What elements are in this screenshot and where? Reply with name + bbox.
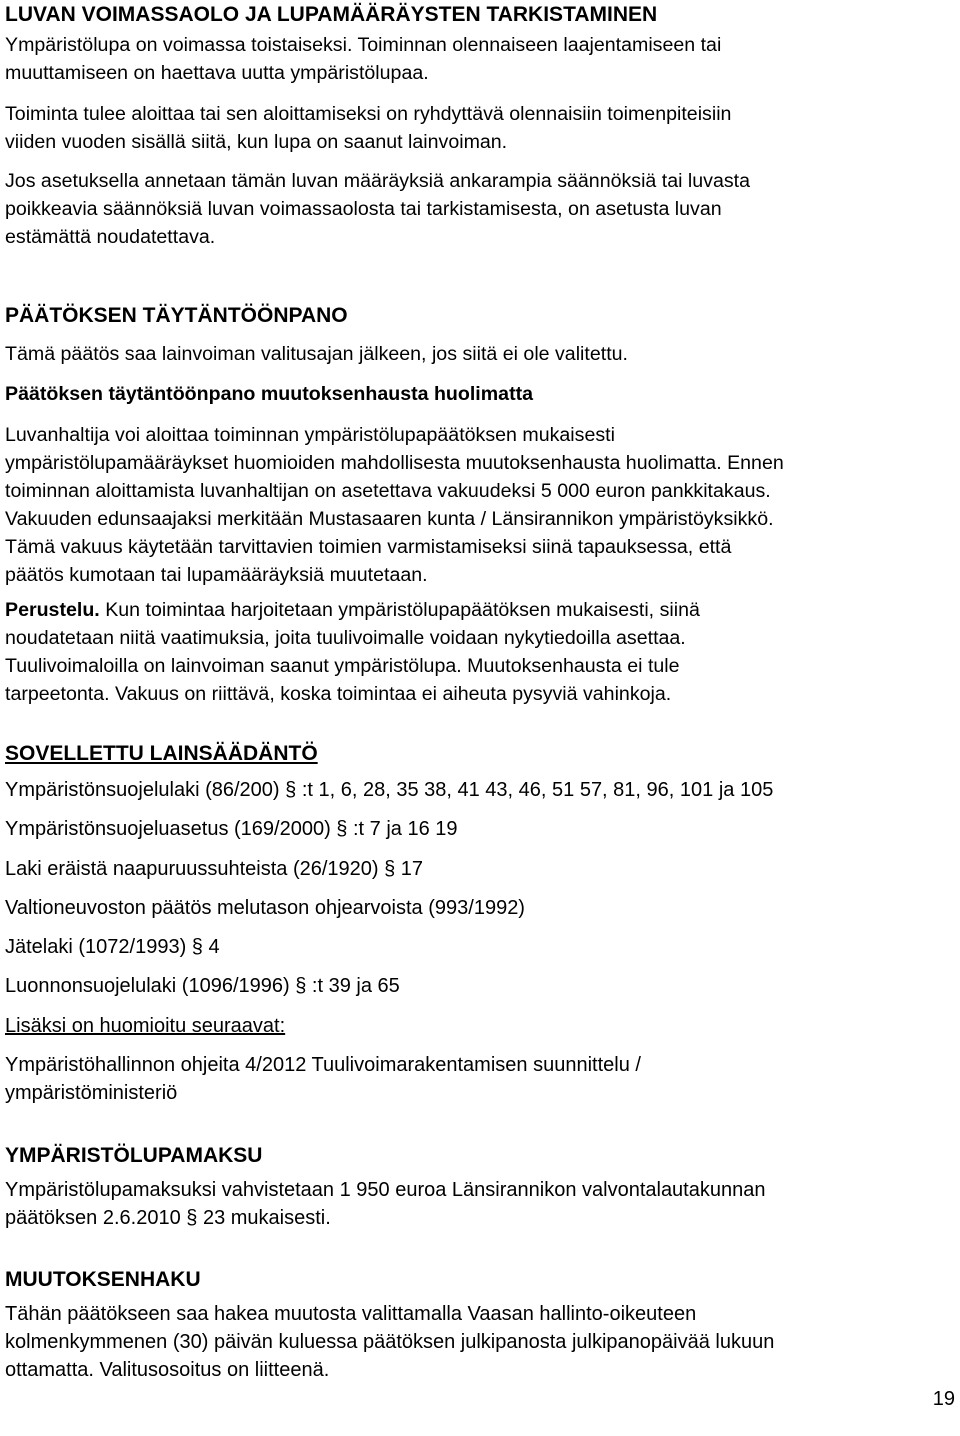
section-heading-validity: LUVAN VOIMASSAOLO JA LUPAMÄÄRÄYSTEN TARKISTAMINEN xyxy=(5,3,658,26)
paragraph-fee: Ympäristölupamaksuksi vahvistetaan 1 950 euroa Länsirannikon valvontalautakunnan päätöksen 2.6.2010 § 23 mukaisesti. xyxy=(5,1179,766,1229)
section-heading-fee: YMPÄRISTÖLUPAMAKSU xyxy=(5,1144,263,1167)
law-item-4: Valtioneuvoston päätös melutason ohjearvoista (993/1992) xyxy=(5,897,525,919)
section-heading-appeal: MUUTOKSENHAKU xyxy=(5,1268,201,1291)
law-item-5: Jätelaki (1072/1993) § 4 xyxy=(5,936,220,958)
law-item-2: Ympäristönsuojeluasetus (169/2000) § :t 7 ja 16 19 xyxy=(5,818,458,840)
also-considered-item: Ympäristöhallinnon ohjeita 4/2012 Tuulivoimarakentamisen suunnittelu / ympäristöministeriö xyxy=(5,1054,641,1104)
law-item-1: Ympäristönsuojelulaki (86/200) § :t 1, 6, 28, 35 38, 41 43, 46, 51 57, 81, 96, 101 ja 105 xyxy=(5,779,774,801)
paragraph-validity-3: Jos asetuksella annetaan tämän luvan määräyksiä ankarampia säännöksiä tai luvasta poikkeavia säännöksiä luvan voimassaolosta tai tarkistamisesta, on asetusta luvan estämättä noudatettava. xyxy=(5,170,750,248)
page-number: 19 xyxy=(932,1388,955,1410)
section-heading-law: SOVELLETTU LAINSÄÄDÄNTÖ xyxy=(5,742,318,765)
paragraph-appeal: Tähän päätökseen saa hakea muutosta valittamalla Vaasan hallinto-oikeuteen kolmenkymmenen (30) päivän kuluessa päätöksen julkipanosta julkipanopäivää lukuun ottamatta. Valitusosoitus on liitteenä. xyxy=(5,1303,775,1381)
law-item-3: Laki eräistä naapuruussuhteista (26/1920) § 17 xyxy=(5,858,424,880)
paragraph-validity-2: Toiminta tulee aloittaa tai sen aloittamiseksi on ryhdyttävä olennaisiin toimenpiteisiin viiden vuoden sisällä siitä, kun lupa on saanut lainvoiman. xyxy=(5,103,732,153)
law-item-6: Luonnonsuojelulaki (1096/1996) § :t 39 ja 65 xyxy=(5,975,400,997)
paragraph-reasoning: Perustelu. Kun toimintaa harjoitetaan ympäristölupapäätöksen mukaisesti, siinä noudatetaan niitä vaatimuksia, joita tuulivoimalle voidaan nykytiedoilla asettaa. Tuulivoimaloilla on lainvoiman saanut ympäristölupa. Muutoksenhausta ei tule tarpeetonta. Vakuus on riittävä, koska toimintaa ei aiheuta pysyviä vahinkoja. xyxy=(5,599,700,705)
paragraph-validity-1: Ympäristölupa on voimassa toistaiseksi. Toiminnan olennaiseen laajentamiseen tai muuttamiseen on haettava uutta ympäristölupaa. xyxy=(5,34,722,84)
paragraph-enforcement-1: Tämä päätös saa lainvoiman valitusajan jälkeen, jos siitä ei ole valitettu. xyxy=(5,343,628,365)
also-considered-label: Lisäksi on huomioitu seuraavat: xyxy=(5,1015,286,1037)
reasoning-label: Perustelu. xyxy=(5,599,100,621)
subheading-enforcement: Päätöksen täytäntöönpano muutoksenhausta huolimatta xyxy=(5,383,534,405)
paragraph-enforcement-2: Luvanhaltija voi aloittaa toiminnan ympäristölupapäätöksen mukaisesti ympäristölupamääräykset huomioiden mahdollisesta muutoksenhausta huolimatta. Ennen toiminnan aloittamista luvanhaltijan on asetettava vakuudeksi 5 000 euron pankkitakaus. Vakuuden edunsaajaksi merkitään Mustasaaren kunta / Länsirannikon ympäristöyksikkö. Tämä vakuus käytetään tarvittavien toimien varmistamiseksi siinä tapauksessa, että päätös kumotaan tai lupamääräyksiä muutetaan. xyxy=(5,424,784,586)
section-heading-enforcement: PÄÄTÖKSEN TÄYTÄNTÖÖNPANO xyxy=(5,304,348,327)
